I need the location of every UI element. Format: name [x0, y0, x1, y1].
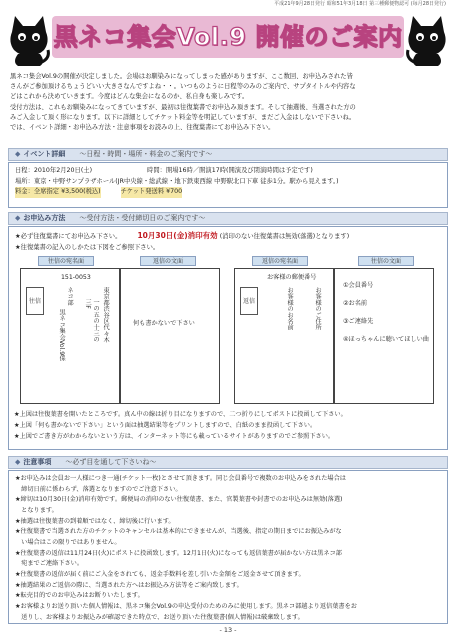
notice-section-title: 注意事項	[23, 458, 52, 467]
apply-deadline-note: (消印のない往復葉書は無効(落選)となります)	[219, 233, 350, 240]
tab-reply-message: 返信の文面	[140, 256, 196, 266]
title-banner	[52, 16, 404, 58]
intro-text	[10, 72, 448, 133]
footnote: ★上図でご書き方がわからないという方は、インターネット等にも載っているサイトがありますのでご参照下さい。	[14, 432, 335, 440]
postcard-reply-message	[120, 268, 220, 404]
reply-address: お客様のご住所	[314, 287, 322, 331]
apply-reference-note: ★往復葉書の記入のしかたは下図をご参照下さい。	[15, 243, 160, 251]
notice-section-subtitle: ～必ず目を通して下さいね～	[65, 458, 157, 467]
black-cat-icon	[404, 10, 450, 68]
footnote: ★上図「何も書かないで下さい」という面は抽選結果等をプリントしますので、白紙のまま投函して下さい。	[14, 421, 317, 429]
intro-line: どはこれから決めていきます。今度はどんな集会になるのか、私自身も楽しみです。	[10, 93, 249, 101]
field-song-request: ④ほっちゃんに聴いてほしい曲	[343, 336, 429, 343]
footnote: ★上図は往復葉書を開いたところです。真ん中の線は折り目になりますので、二つ折りにしてポストに投函して下さい。	[14, 411, 347, 418]
reply-name: お客様のお名前	[286, 287, 294, 331]
postcard-outgoing-message	[334, 268, 434, 404]
notice-line: ★往復葉書で当選された方のチケットのキャンセルは基本的にできませんが、当選後、指定の期日までにお振込みがな	[15, 528, 342, 536]
postal-code: 151-0053	[61, 274, 91, 281]
apply-section-header	[8, 212, 448, 225]
apply-section-subtitle: ～受付方法・受付締切日のご案内です～	[79, 214, 206, 223]
page-number: - 13 -	[219, 626, 237, 635]
black-cat-icon	[6, 10, 52, 68]
header	[6, 10, 450, 70]
diamond-icon: ◆	[15, 458, 21, 467]
event-section-header	[8, 148, 448, 161]
intro-line: 黒ネコ集会Vol.9の開催が決定しました。会場はお馴染みになってしまった感がありますが、ここ数回、お申込みされた皆	[10, 73, 353, 80]
tab-outgoing-message: 往信の文面	[358, 256, 414, 266]
diamond-icon: ◆	[15, 150, 21, 159]
reply-postal-code: お客様の郵便番号	[267, 274, 317, 281]
postcard-reply-address	[234, 268, 334, 404]
notice-section-header	[8, 456, 448, 469]
tab-reply-address: 返信の宛名面	[252, 256, 308, 266]
event-date-time-row	[15, 166, 441, 177]
event-section-subtitle: ～日程・時間・場所・料金のご案内です～	[79, 150, 213, 159]
apply-section-title: お申込み方法	[23, 214, 66, 223]
recipient-dept: ネコ部	[66, 287, 74, 306]
address-line-3: 三F	[84, 299, 92, 309]
notice-line: ★締切は10月30日(金)消印有効です。郵便局の消印のない往復葉書、また、官製葉書や封書でのお申込みは無効(落選)	[15, 496, 343, 504]
recipient-name: 黒ネコ集会Vol.9係	[58, 309, 66, 362]
address-line-2: 一の五の十三の	[92, 299, 100, 343]
stamp-label: 往信	[28, 297, 41, 305]
notice-line: 宛までご連絡下さい。	[15, 560, 84, 568]
event-shipping-fee: チケット発送料 ¥700	[121, 187, 183, 198]
address-line-1: 東京都渋谷区代々木	[102, 287, 110, 343]
notice-line: ★抽選は往復葉書の到着順ではなく、締切後に行います。	[15, 517, 175, 525]
notice-line: ★お客様よりお送り頂いた個人情報は、黒ネコ集会Vol.9の申込受付のためのみに使用します。黒ネコ部越より返信葉書をお	[15, 602, 357, 610]
notice-line: 送りし、お客様よりお振込みが確認できた時点で、お送り頂いた往復葉書(個人情報)は破棄致します。	[15, 613, 304, 621]
event-time: 時間：開場16時／開演17時(開演及び閉演時間は予定です)	[147, 167, 313, 174]
notice-line: ★往復葉書の返信は11月24日(火)にポストに投函致します。12月1日(火)になっても返信葉書が届かない方は黒ネコ部	[15, 549, 342, 557]
notice-line: となります。	[15, 506, 58, 514]
apply-deadline: 10月30日(金)消印有効	[137, 231, 218, 240]
apply-footnotes	[14, 410, 444, 443]
stamp-label: 返信	[242, 297, 255, 305]
notice-line: ★転売目的でのお申込みはお断りいたします。	[15, 592, 144, 600]
event-details-box	[8, 162, 448, 208]
event-fee: 料金：全席指定 ¥3,500(税込)	[15, 187, 101, 198]
notice-line: ★抽選結果のご返信の際に、当選された方へはお振込み方法等をご案内致します。	[15, 581, 243, 589]
event-section-title: イベント詳細	[23, 150, 66, 159]
intro-line: さんがご参加頂けるちょうどいい大きさなんですよね・・。いつものように日程等のみのご案内で、サプタイトルや内容な	[10, 83, 356, 91]
page-title: 黒ネコ集会Vol.9 開催のご案内	[53, 23, 403, 51]
notice-line: 締切日前に係わらず、落選となりますのでご注意下さい。	[15, 485, 182, 493]
intro-line: みご入金して頂く形になります。以下に詳細としてチケット料金等を明記していますが、まだご入金はしないで下さいね。	[10, 113, 356, 121]
field-member-number: ①会員番号	[343, 282, 374, 289]
outgoing-stamp	[26, 287, 44, 315]
apply-instruction: ★必ず往復葉書にてお申込み下さい。	[15, 233, 122, 240]
intro-line: 受付方法は、これもお馴染みになってきていますが、最初は往復葉書でお申込み頂きます。そして抽選後、当選された方の	[10, 103, 356, 111]
postcard-outgoing-address	[20, 268, 120, 404]
reply-stamp	[240, 287, 258, 315]
event-date: 日程：2010年2月20日(土)	[15, 167, 93, 174]
intro-line: では、イベント詳細・お申込み方法・注意事項をお読みの上、往復葉書にてお申込み下さい。	[10, 123, 275, 131]
notice-line: ★お申込みは会員お一人様につき一通(チケット一枚)とさせて頂きます。同じ会員番号で複数のお申込みをされた場合は	[15, 475, 346, 482]
issue-note: 平成21年9月28日発行 昭和51年3月18日 第三種郵便物認可 (毎月28日発行)	[274, 1, 446, 7]
field-name: ②お名前	[343, 300, 368, 307]
notice-line: い場合はこの限りではありません。	[15, 538, 121, 546]
tab-outgoing-address: 往信の宛名面	[38, 256, 94, 266]
event-venue: 場所：東京・中野サンプラザホール(JR中央線・総武線・地下鉄東西線 中野駅北口下車 徒歩1分。駅から見えます。)	[15, 177, 339, 185]
diamond-icon: ◆	[15, 214, 21, 223]
notice-box	[8, 470, 448, 624]
field-contact: ③ご連絡先	[343, 318, 374, 325]
notice-line: ★往復葉書の返信が届く前にご入金をされても、返金手数料を差し引いた金額をご返金させて頂きます。	[15, 570, 305, 578]
blank-instruction: 何も書かないで下さい	[133, 320, 195, 327]
